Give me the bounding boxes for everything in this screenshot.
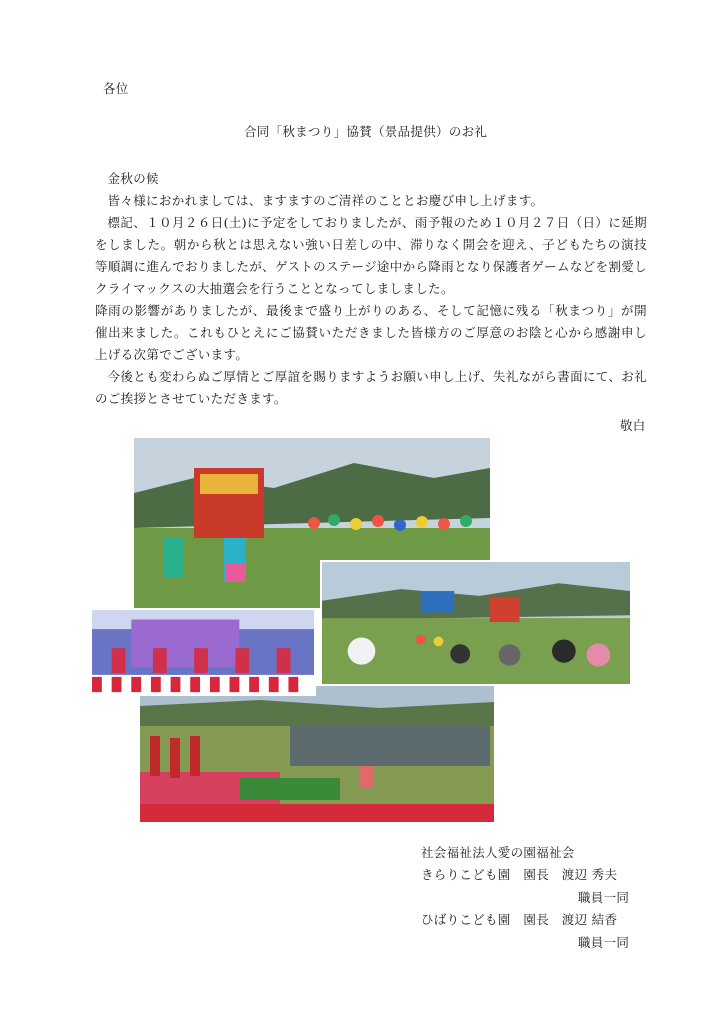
photo-audience-stage <box>140 686 494 822</box>
staff-hibari: 職員一同 <box>578 935 630 950</box>
photo-stage-performance <box>90 608 316 696</box>
staff-kirari: 職員一同 <box>578 890 630 905</box>
closing-remark: 敬白 <box>620 418 646 433</box>
document-title: 合同「秋まつり」協賛（景品提供）のお礼 <box>244 124 488 139</box>
signatory-hibari: ひばりこども園 園長 渡辺 結香 <box>421 912 618 927</box>
signatory-kirari: きらりこども園 園長 渡辺 秀夫 <box>421 867 618 882</box>
body-paragraph-4: 今後とも変わらぬご厚情とご厚誼を賜りますようお願い申し上げ、失礼ながら書面にて、お礼のご挨拶とさせていただきます。 <box>95 369 647 406</box>
season-greeting: 金秋の候 <box>107 171 159 186</box>
organization-name: 社会福祉法人愛の園福祉会 <box>421 845 575 860</box>
addressee: 各位 <box>103 81 129 96</box>
body-paragraph-2: 標記、１０月２６日(土)に予定をしておりましたが、雨予報のため１０月２７日（日）に延期をしました。朝から秋とは思えない強い日差しの中、滞りなく開会を迎え、子どもたちの演技等順調に進んでおりましたが、ゲストのステージ途中から降雨となり保護者ゲームなどを割愛しクライマックスの大抽選会を行うこととなってしましました。 <box>95 215 647 296</box>
letter-body <box>95 168 647 410</box>
photo-dance-crowd <box>320 560 632 686</box>
body-paragraph-3: 降雨の影響がありましたが、最後まで盛り上がりのある、そして記憶に残る「秋まつり」が開催出来ました。これもひとえにご協賛いただきました皆様方のご厚意のお陰と心から感謝申し上げる次第でございます。 <box>95 303 647 362</box>
body-paragraph-1: 皆々様におかれましては、ますますのご清祥のこととお慶び申し上げます。 <box>107 193 544 208</box>
